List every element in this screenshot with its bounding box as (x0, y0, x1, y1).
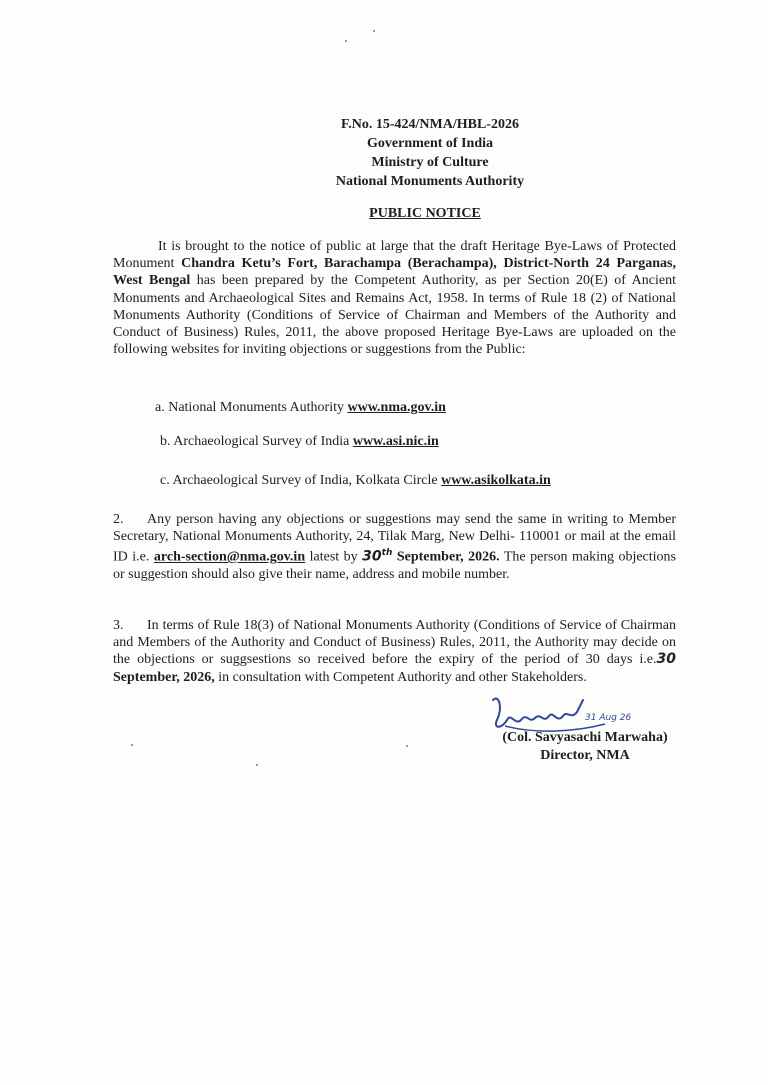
signature-date: 31 Aug 26 (585, 713, 632, 723)
signature-stroke (493, 699, 583, 727)
website-label: c. Archaeological Survey of India, Kolkata Circle (160, 473, 442, 488)
para2-number: 2. (113, 512, 124, 527)
para1-text-1: It is brought to the notice of public at large that the draft Heritage Bye-Laws of Protected Monument (113, 239, 676, 272)
para3-text-1: In terms of Rule 18(3) of National Monuments Authority (Conditions of Service of Chairman and Members of the Authority and Conduct of Business) Rules, 2011, the Authority may decide on the objections or suggsestions so received before the expiry of the period of 30 days i.e. (113, 618, 676, 668)
para2-text-1: Any person having any objections or suggestions may send the same in writing to Member Secretary, National Monuments Authority, 24, Tilak Marg, New Delhi- 110001 or mail at the email ID i.e. (113, 512, 676, 566)
govt-line: Government of India (367, 136, 493, 151)
website-item-c (160, 473, 551, 489)
para2-text-3: The person making objections or suggestion should also give their name, address and mobile number. (113, 550, 676, 583)
monument-name: Chandra Ketu’s Fort, Barachampa (Berachampa), District-North 24 Parganas, West Bengal (113, 256, 676, 289)
signatory-name: (Col. Savyasachi Marwaha) (502, 730, 668, 745)
notice-title: PUBLIC NOTICE (369, 206, 481, 221)
scan-speck (131, 744, 133, 746)
file-number: F.No. 15-424/NMA/HBL-2026 (341, 117, 519, 132)
website-link-asi[interactable]: www.asi.nic.in (352, 434, 439, 449)
scan-speck (256, 764, 258, 766)
website-link-asikolkata[interactable]: www.asikolkata.in (441, 473, 551, 488)
website-item-a (155, 400, 446, 416)
website-link-nma[interactable]: www.nma.gov.in (347, 400, 446, 415)
signature-block (470, 729, 700, 765)
paragraph-1 (113, 238, 676, 358)
para2-text-2: latest by (305, 550, 363, 566)
handwritten-suffix: th (381, 548, 393, 559)
website-label: a. National Monuments Authority (155, 400, 348, 415)
signatory-designation: Director, NMA (540, 748, 630, 763)
scan-speck (345, 40, 347, 42)
email-link[interactable]: arch-section@nma.gov.in (153, 550, 306, 566)
handwritten-date: 30 (362, 549, 382, 566)
document-header (200, 115, 660, 191)
paragraph-2 (113, 511, 676, 583)
deadline: September, 2026. (392, 550, 500, 566)
handwritten-date: 30 (656, 651, 676, 668)
para3-number: 3. (113, 618, 124, 633)
para1-text-2: has been prepared by the Competent Authority, as per Section 20(E) of Ancient Monuments and Archaeological Sites and Remains Act, 1958. In terms of Rule 18 (2) of National Monuments Authority (Conditions of Service of Chairman and Members of the Authority and Conduct of Business) Rules, 2011, the above proposed Heritage Bye-Laws are uploaded on the following websites for inviting objections or suggestions from the Public: (113, 273, 677, 358)
para3-text-2: in consultation with Competent Authority and other Stakeholders. (214, 669, 587, 685)
website-label: b. Archaeological Survey of India (160, 434, 353, 449)
paragraph-3 (113, 617, 676, 686)
authority-line: National Monuments Authority (335, 174, 525, 189)
ministry-line: Ministry of Culture (371, 155, 489, 170)
scan-speck (373, 30, 375, 32)
website-item-b (160, 434, 439, 450)
scan-speck (406, 745, 408, 747)
deadline: September, 2026, (113, 669, 215, 685)
